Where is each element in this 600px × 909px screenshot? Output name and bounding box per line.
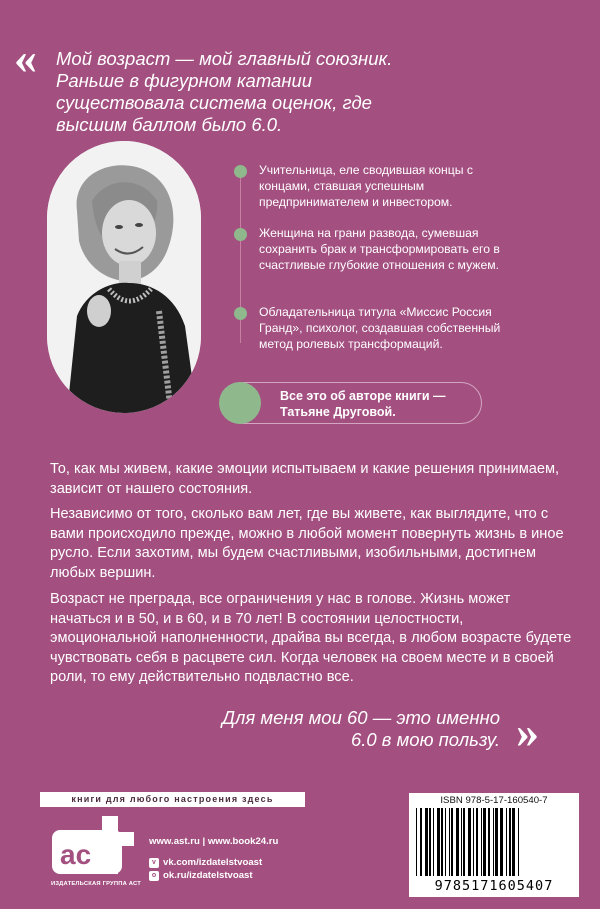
barcode-bar: [445, 808, 446, 876]
top-quote: Мой возраст — мой главный союзник. Раньше в фигурном катании существовала система оценок, где высшим баллом было 6.0.: [56, 48, 393, 135]
barcode-bar: [456, 808, 459, 876]
timeline-dot: [234, 165, 247, 178]
vk-link-prefix: vk.com/: [163, 857, 199, 868]
website-links[interactable]: www.ast.ru | www.book24.ru: [149, 836, 279, 847]
barcode-bar: [451, 808, 453, 876]
body-paragraph: Независимо от того, сколько вам лет, где вы живете, как выглядите, что с вами происходило прежде, можно в любой момент повернуть жизнь в иное русло. Если захотим, мы будем счастливыми, изобильными, достигнем любых вершин.: [50, 506, 564, 581]
timeline-dot: [234, 307, 247, 320]
vk-icon: v: [149, 858, 159, 868]
tagline-strip: книги для любого настроения здесь: [40, 792, 305, 807]
author-callout-dot: [219, 382, 261, 424]
ast-logo: [52, 816, 142, 876]
author-photo-illustration: [47, 141, 201, 413]
barcode-digits: 9785171605407: [434, 878, 554, 894]
close-quote-mark: »: [516, 706, 539, 757]
bottom-quote: Для меня мои 60 — это именно 6.0 в мою пользу.: [221, 707, 500, 750]
barcode-bar: [461, 808, 462, 876]
author-callout-text: Все это об авторе книги — Татьяне Друговой.: [280, 389, 446, 419]
barcode-bars: [414, 808, 574, 876]
barcode-bar: [493, 808, 494, 876]
barcode-bar: [506, 808, 507, 876]
odnoklassniki-icon: o: [149, 871, 159, 881]
vk-link[interactable]: [149, 857, 262, 868]
barcode-box: [409, 793, 579, 897]
timeline-item: Обладательница титула «Миссис Россия Гранд», психолог, создавшая собственный метод ролевых трансформаций.: [259, 305, 501, 351]
barcode-bar: [420, 808, 422, 876]
barcode-bar: [473, 808, 474, 876]
barcode-bar: [476, 808, 478, 876]
isbn-number: ISBN 978-5-17-160540-7: [440, 795, 548, 806]
barcode-bar: [481, 808, 482, 876]
ok-link[interactable]: [149, 870, 253, 881]
body-paragraph: То, как мы живем, какие эмоции испытываем и какие решения принимаем, зависит от нашего состояния.: [50, 461, 560, 497]
barcode-bar: [441, 808, 443, 876]
barcode-bar: [500, 808, 503, 876]
barcode-bar: [483, 808, 486, 876]
timeline-item: Женщина на грани развода, сумевшая сохранить брак и трансформировать его в счастливые глубокие отношения с мужем.: [259, 226, 500, 272]
barcode-bar: [433, 808, 434, 876]
barcode-bar: [488, 808, 490, 876]
open-quote-mark: «: [14, 32, 37, 83]
barcode-bar: [463, 808, 465, 876]
ok-link-prefix: ok.ru/: [163, 870, 190, 881]
publisher-name: ИЗДАТЕЛЬСКАЯ ГРУППА АСТ: [50, 881, 142, 887]
barcode-bar: [425, 808, 428, 876]
barcode-bar: [437, 808, 440, 876]
barcode-bar: [449, 808, 450, 876]
barcode-bar: [512, 808, 515, 876]
logo-text: ac: [60, 839, 92, 870]
barcode-bar: [495, 808, 498, 876]
barcode-bar: [518, 808, 519, 876]
barcode-bar: [509, 808, 511, 876]
author-photo: [47, 141, 201, 413]
timeline-dot: [234, 228, 247, 241]
body-paragraph: Возраст не преграда, все ограничения у нас в голове. Жизнь может начаться и в 50, и в 60, и в 70 лет! В состоянии целостности, эмоциональной наполненности, драйва вы всегда, в любом возрасте будете чувствовать себя в расцвете сил. Когда человек на своем месте и в своей роли, то ему действительно подвластно все.: [50, 591, 572, 686]
ok-link-handle: izdatelstvoast: [189, 870, 253, 881]
vk-link-handle: izdatelstvoast: [198, 857, 263, 868]
timeline-item: Учительница, еле сводившая концы с концами, ставшая успешным предпринимателем и инвестором.: [259, 163, 473, 209]
barcode-bar: [416, 808, 417, 876]
barcode-bar: [468, 808, 471, 876]
barcode-bar: [429, 808, 431, 876]
ast-logo-icon: [52, 816, 142, 876]
